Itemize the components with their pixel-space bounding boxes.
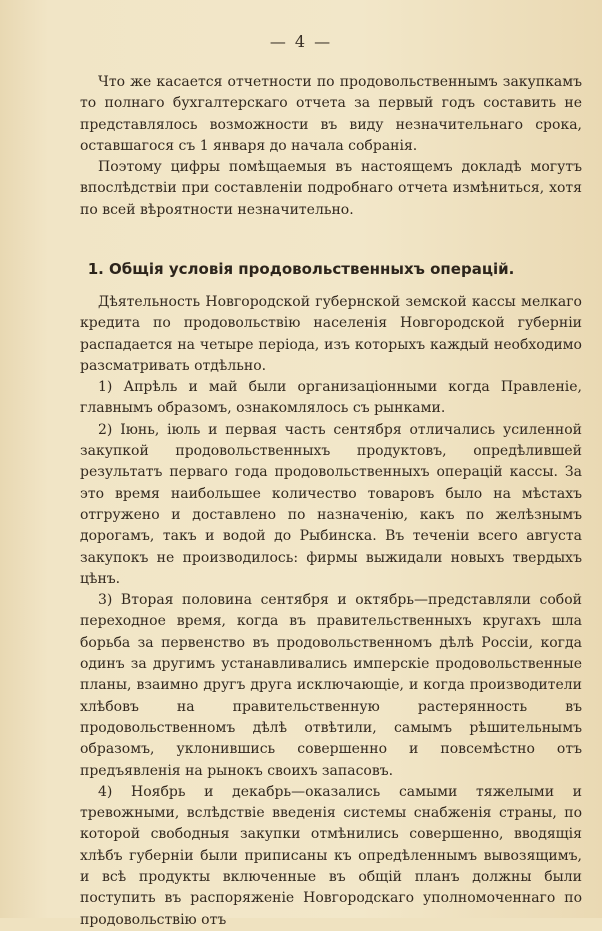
period-item: 1) Апрѣль и май были организаціонными когда Правленіе, главнымъ образомъ, ознакомлялось съ рынками. [80, 379, 582, 417]
page-number: — 4 — [269, 32, 333, 51]
period-item: 4) Ноябрь и декабрь—оказались самыми тяжелыми и тревожными, вслѣдствіе введенія системы снабженія страны, по которой свободныя закупки отмѣнились совершенно, вводящія хлѣбъ губерніи были приписаны къ опредѣленнымъ вывозящимъ, и всѣ продукты включенные въ общій планъ должны были поступить въ распоряженіе Новгородскаго уполномоченнаго по продовольствію отъ [80, 783, 582, 928]
period-item: 3) Вторая половина сентября и октябрь—представляли собой переходное время, когда въ правительственныхъ кругахъ шла борьба за первенство въ продовольственномъ дѣлѣ Россіи, когда одинъ за другимъ устанавливались имперскіе продовольственные планы, взаимно другъ друга исключающіе, и когда производители хлѣбовъ на правительственную растерянность въ продовольственномъ дѣлѣ отвѣтили, самымъ рѣшительнымъ образомъ, уклонившись совершенно и повсемѣстно отъ предъявленія на рынокъ своихъ запасовъ. [80, 592, 582, 779]
section-heading: 1. Общія условія продовольственныхъ операцій. [87, 260, 515, 278]
intro-block [80, 72, 582, 221]
section-lead-paragraph: Дѣятельность Новгородской губернской земской кассы мелкаго кредита по продовольствію населенія Новгородской губерніи распадается на четыре періода, изъ которыхъ каждый необходимо разсматривать отдѣльно. [80, 294, 582, 374]
intro-paragraph: Поэтому цифры помѣщаемыя въ настоящемъ докладѣ могутъ впослѣдствіи при составленіи подробнаго отчета измѣниться, хотя по всей вѣроятности незначительно. [80, 159, 582, 218]
period-item: 2) Іюнь, іюль и первая часть сентября отличались усиленной закупкой продовольственныхъ продуктовъ, опредѣлившей результатъ перваго года продовольственныхъ операцій кассы. За это время наибольшее количество товаровъ было на мѣстахъ отгружено и доставлено по назначенію, какъ по желѣзнымъ дорогамъ, такъ и водой до Рыбинска. Въ теченіи всего августа закупокъ не производилось: фирмы выжидали новыхъ твердыхъ цѣнъ. [80, 421, 582, 587]
section-body [80, 292, 582, 931]
intro-paragraph: Что же касается отчетности по продовольственнымъ закупкамъ то полнаго бухгалтерскаго отчета за первый годъ составить не представлялось возможности въ виду незначительнаго срока, оставшагося съ 1 января до начала собранія. [80, 74, 582, 154]
